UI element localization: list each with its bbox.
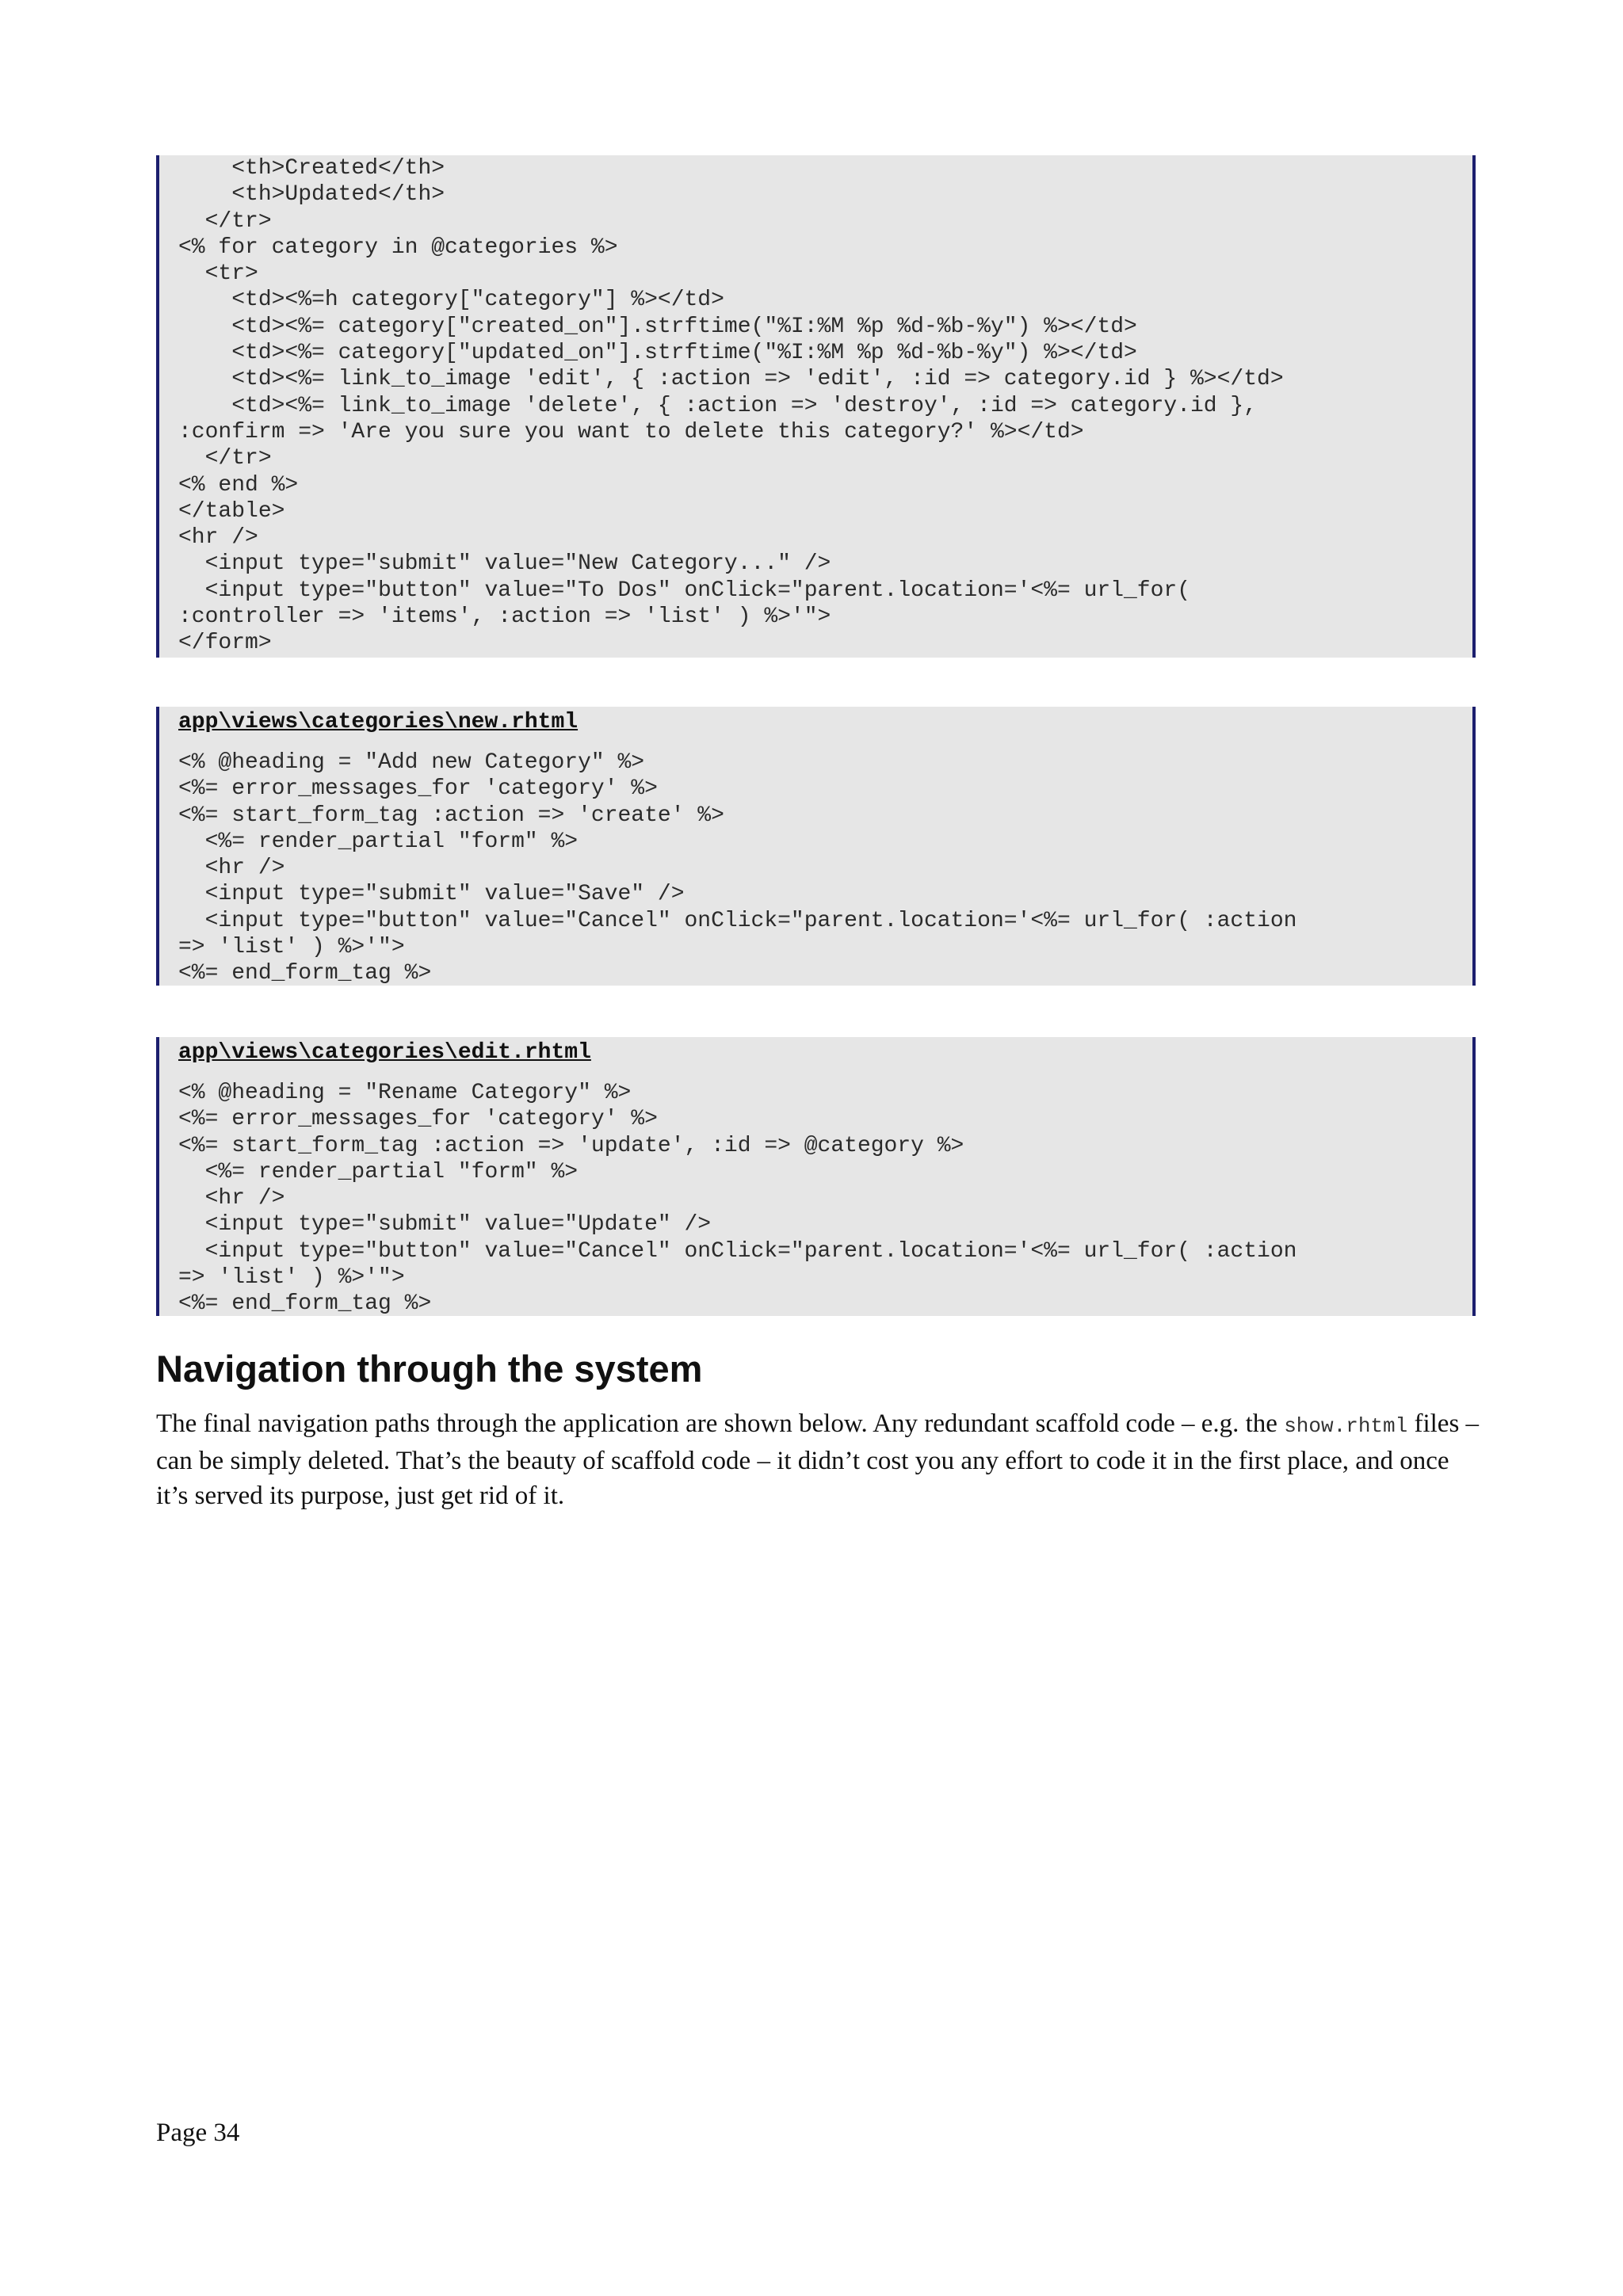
code-block-edit-view <box>156 1037 1476 1316</box>
code-listing: <% @heading = "Rename Category" %> <%= error_messages_for 'category' %> <%= start_form_tag :action => 'update', :id => @category %> <%= render_partial "form" %> <hr /> <input type="submit" value="Update" /> <input type="button" value="Cancel" onClick="parent.location='<%= url_for( :action => 'list' ) %>'"> <%= end_form_tag %> <box>178 1081 1297 1317</box>
page-number: Page 34 <box>156 2119 240 2147</box>
code-block-new-view <box>156 707 1476 986</box>
inline-code: show.rhtml <box>1284 1414 1408 1438</box>
paragraph-text: The final navigation paths through the application are shown below. Any redundant scaffold code – e.g. the <box>156 1409 1285 1438</box>
code-listing: <th>Created</th> <th>Updated</th> </tr> <% for category in @categories %> <tr> <td><%=h category["category"] %></td> <td><%= category["created_on"].strftime("%I:%M %p %d-%b-%y") %></td> <td><%= category["updated_on"].strftime("%I:%M %p %d-%b-%y") %></td> <td><%= link_to_image 'edit', { :action => 'edit', :id => category.id } %></td> <td><%= link_to_image 'delete', { :action => 'destroy', :id => category.id }, :confirm => 'Are you sure you want to delete this category?' %></td> </tr> <% end %> </table> <hr /> <input type="submit" value="New Category..." /> <input type="button" value="To Dos" onClick="parent.location='<%= url_for( :controller => 'items', :action => 'list' ) %>'"> </form> <box>178 156 1284 656</box>
section-heading: Navigation through the system <box>156 1348 703 1390</box>
code-block-list-view <box>156 155 1476 658</box>
code-file-title: app\views\categories\new.rhtml <box>178 710 579 734</box>
body-paragraph <box>156 1406 1480 1513</box>
code-file-title: app\views\categories\edit.rhtml <box>178 1040 591 1065</box>
paragraph-text: files – can be simply deleted. That’s the beauty of scaffold code – it didn’t cost you any effort to code it in the first place, and once it’s served its purpose, just get rid of it. <box>156 1409 1480 1510</box>
code-listing: <% @heading = "Add new Category" %> <%= error_messages_for 'category' %> <%= start_form_tag :action => 'create' %> <%= render_partial "form" %> <hr /> <input type="submit" value="Save" /> <input type="button" value="Cancel" onClick="parent.location='<%= url_for( :action => 'list' ) %>'"> <%= end_form_tag %> <box>178 750 1297 986</box>
